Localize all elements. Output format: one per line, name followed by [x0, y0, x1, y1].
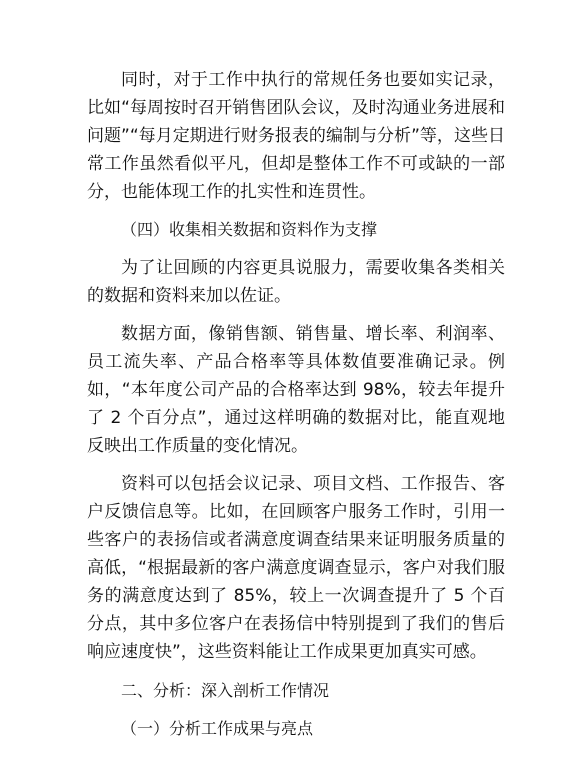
subsection-heading-achievements: （一）分析工作成果与亮点 [121, 719, 314, 738]
paragraph-materials-aspect: 资料可以包括会议记录、项目文档、工作报告、客户反馈信息等。比如，在回顾客户服务工作时，引用一些客户的表扬信或者满意度调查结果来证明服务质量的高低，“根据最新的客户满意度调查显示，客户对我们服务的满意度达到了 85%，较上一次调查提升了 5 个百分点，其中多位客户在表扬信中特别提到了我们的售后响应速度快”，这些资料能让工作成果更加真实可感。 [87, 474, 505, 662]
paragraph-data-aspect: 数据方面，像销售额、销售量、增长率、利润率、员工流失率、产品合格率等具体数值要准确记录。例如，“本年度公司产品的合格率达到 98%，较去年提升了 2 个百分点”，通过这样明确的数据对比，能直观地反映出工作质量的变化情况。 [87, 324, 505, 456]
document-body [87, 66, 505, 743]
section-heading-collect-data: （四）收集相关数据和资料作为支撑 [121, 220, 378, 239]
section-heading-analysis: 二、分析：深入剖析工作情况 [121, 681, 330, 700]
paragraph-gap [87, 244, 505, 254]
paragraph-gap [87, 310, 505, 320]
paragraph-gap [87, 206, 505, 216]
paragraph-gap [87, 666, 505, 677]
paragraph-gap [87, 705, 505, 715]
paragraph-routine-tasks: 同时，对于工作中执行的常规任务也要如实记录，比如“每周按时召开销售团队会议，及时沟通业务进展和问题”“每月定期进行财务报表的编制与分析”等，这些日常工作虽然看似平凡，但却是整体工作不可或缺的一部分，也能体现工作的扎实性和连贯性。 [87, 70, 505, 202]
paragraph-gap [87, 460, 505, 470]
paragraph-evidence-intro: 为了让回顾的内容更具说服力，需要收集各类相关的数据和资料来加以佐证。 [87, 258, 505, 306]
